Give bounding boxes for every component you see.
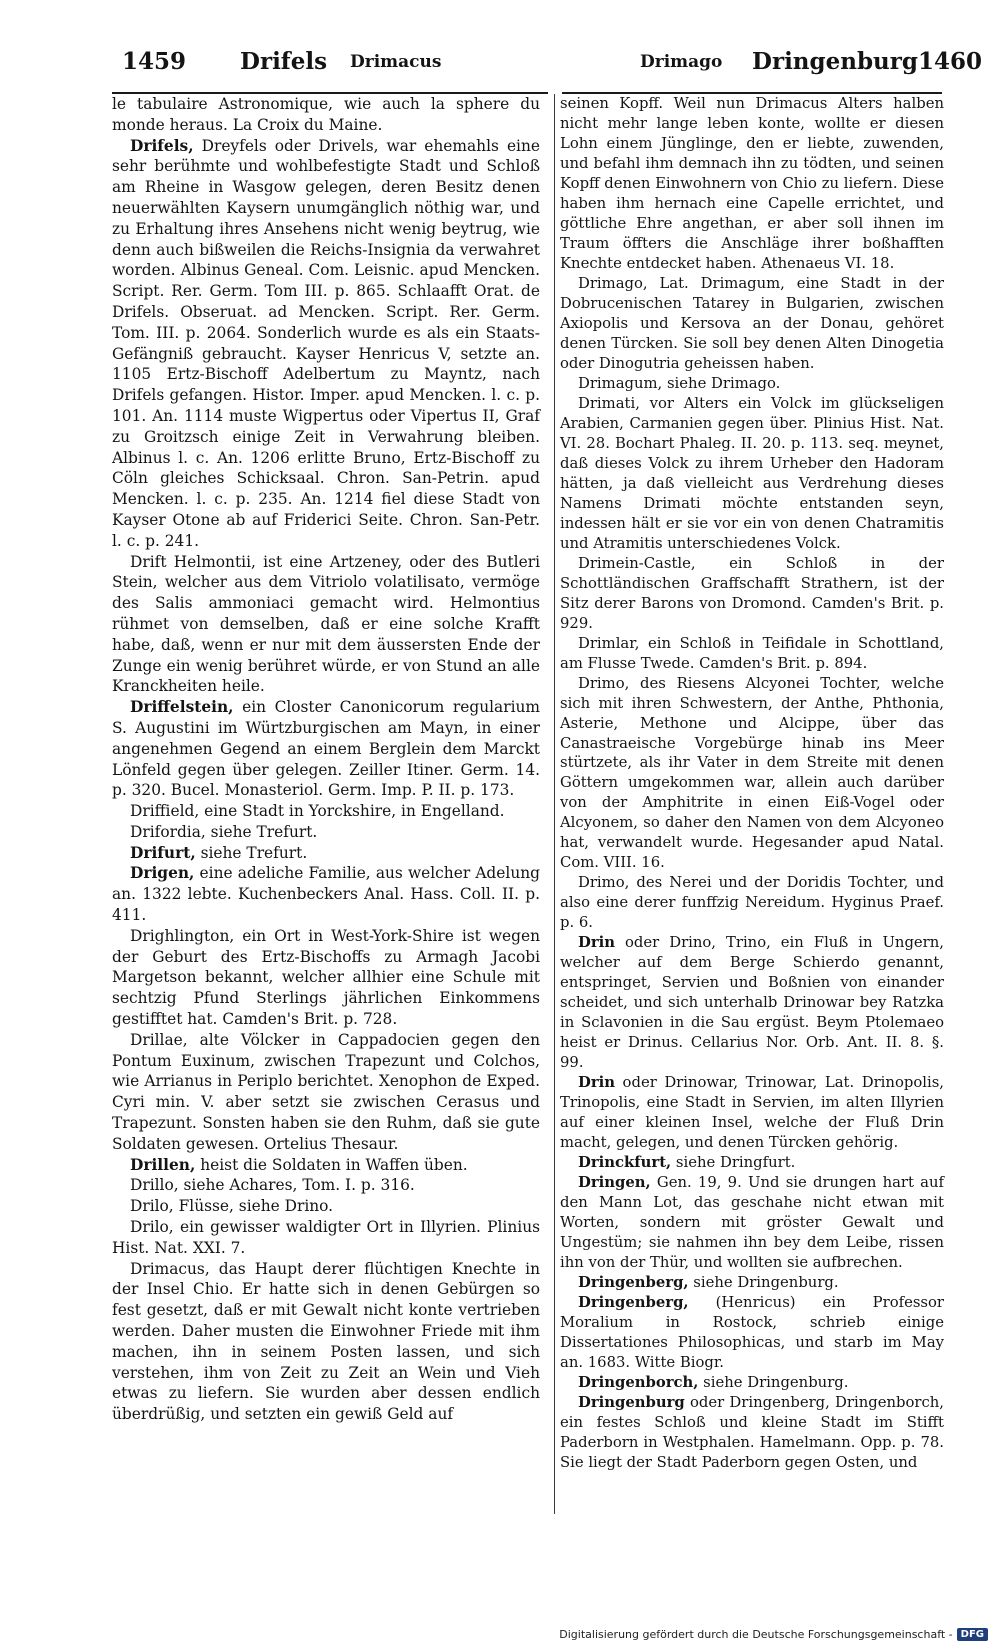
right-column bbox=[560, 94, 944, 1473]
entry-headword: Driffelstein, bbox=[130, 698, 234, 717]
dictionary-entry bbox=[560, 933, 944, 1073]
entry-headword: Dringen, bbox=[578, 1174, 651, 1192]
entry-headword: Drin bbox=[578, 934, 616, 952]
dictionary-entry bbox=[112, 1217, 540, 1259]
entry-text: Drimati, vor Alters ein Volck im glückseligen Arabien, Carmanien gegen über. Plinius Hist. Nat. VI. 28. Bochart Phaleg. II. 20. p. 113. seq. meynet, daß dieses Volck zu ihrem Urheber den Hadoram hätten, ja daß vielleicht aus Verdrehung dieses Namens Drimati möchte entstanden seyn, indessen hält er sie vor ein von denen Chatramitis und Atramitis unterschiedenes Volck. bbox=[560, 394, 944, 552]
entry-text: Drimagum, siehe Drimago. bbox=[578, 374, 781, 392]
dictionary-entry bbox=[112, 822, 540, 843]
dictionary-entry bbox=[560, 94, 944, 274]
footer-note: Digitalisierung gefördert durch die Deutsche Forschungsgemeinschaft - bbox=[559, 1628, 953, 1641]
entry-headword: Drinckfurt, bbox=[578, 1154, 672, 1172]
dictionary-entry bbox=[560, 873, 944, 933]
entry-text: seinen Kopff. Weil nun Drimacus Alters halben nicht mehr lange leben konte, wollte er diesen Lohn einem Jünglinge, den er liebte, zuwenden, und befahl ihm demnach ihn zu tödten, und seinen Kopff denen Einwohnern von Chio zu liefern. Diese haben ihm hernach eine Capelle errichtet, und göttliche Ehre angethan, er aber soll ihnen im Traum öffters die Anschläge ihrer boßhafften Knechte entdecket haben. Athenaeus VI. 18. bbox=[560, 95, 944, 272]
entry-text: Drilo, ein gewisser waldigter Ort in Illyrien. Plinius Hist. Nat. XXI. 7. bbox=[112, 1218, 540, 1257]
dictionary-entry bbox=[560, 1273, 944, 1293]
entry-text: Drifordia, siehe Trefurt. bbox=[130, 822, 318, 841]
dictionary-entry bbox=[112, 926, 540, 1030]
entry-text: Drift Helmontii, ist eine Artzeney, oder des Butleri Stein, welcher aus dem Vitriolo volatilisato, vermöge des Salis ammoniaci gemacht wird. Helmontius rühmet von demselben, daß er eine solche Krafft habe, daß, wenn er nur mit dem äussersten Ende der Zunge ein wenig berühret würde, er von Stund an alle Kranckheiten heile. bbox=[112, 552, 540, 696]
entry-headword: Drillen, bbox=[130, 1155, 196, 1174]
dictionary-entry bbox=[112, 1196, 540, 1217]
dictionary-entry bbox=[112, 1175, 540, 1196]
entry-text: Drillae, alte Völcker in Cappadocien gegen den Pontum Euxinum, zwischen Trapezunt und Colchos, wie Arrianus in Periplo berichtet. Xenophon de Exped. Cyri min. V. aber setzt sie zwischen Cerasus und Trapezunt. Sonsten haben sie den Ruhm, daß sie gute Soldaten gewesen. Ortelius Thesaur. bbox=[112, 1030, 540, 1153]
entry-text: siehe Dringfurt. bbox=[671, 1154, 796, 1172]
entry-headword: Drigen, bbox=[130, 864, 195, 883]
dictionary-entry bbox=[560, 1073, 944, 1153]
catchword-left-2: Drimacus bbox=[350, 52, 442, 72]
dictionary-entry bbox=[112, 94, 540, 136]
entry-text: Dreyfels oder Drivels, war ehemahls eine sehr berühmte und wohlbefestigte Stadt und Schloß am Rheine in Wasgow gelegen, deren Besitz denen neuerwählten Kaysern unumgänglich nöthig war, und zu Erhaltung ihres Ansehens nicht wenig beytrug, wie denn auch bißweilen die Reichs-Insignia da verwahret worden. Albinus Geneal. Com. Leisnic. apud Mencken. Script. Rer. Germ. Tom III. p. 865. Schlaafft Orat. de Drifels. Obseruat. ad Mencken. Script. Rer. Germ. Tom. III. p. 2064. Sonderlich wurde es als ein Staats-Gefängniß gebraucht. Kayser Henricus V, setzte an. 1105 Ertz-Bischoff Adelbertum zu Mayntz, nach Drifels gefangen. Histor. Imper. apud Mencken. l. c. p. 101. An. 1114 muste Wigpertus oder Vipertus II, Graf zu Groitzsch einige Zeit in Verwahrung bleiben. Albinus l. c. An. 1206 erlitte Bruno, Ertz-Bischoff zu Cöln gleiches Schicksaal. Chron. San-Petrin. apud Mencken. l. c. p. 235. An. 1214 fiel diese Stadt von Kayser Otone ab auf Friderici Seite. Chron. San-Petr. l. c. p. 241. bbox=[112, 136, 540, 550]
dictionary-entry bbox=[112, 1155, 540, 1176]
dictionary-entry bbox=[112, 1259, 540, 1425]
entry-text: Gen. 19, 9. Und sie drungen hart auf den Mann Lot, das geschahe nicht etwan mit Worten, sondern mit gröster Gewalt und Ungestüm; sie nahmen ihn bey dem Leibe, rissen ihn von der Thür, und wollten sie aufbrechen. bbox=[560, 1174, 944, 1272]
dictionary-entry bbox=[560, 1393, 944, 1473]
dictionary-entry bbox=[112, 843, 540, 864]
dictionary-entry bbox=[560, 274, 944, 374]
entry-headword: Dringenburg bbox=[578, 1393, 685, 1411]
entry-text: ein Closter Canonicorum regularium S. Augustini im Würtzburgischen am Mayn, in einer angenehmen Gegend an einem Berglein dem Marckt Lönfeld gegen über gelegen. Zeiller Itiner. Germ. 14. p. 320. Bucel. Monasteriol. Germ. Imp. P. II. p. 173. bbox=[112, 698, 540, 800]
dictionary-entry bbox=[112, 552, 540, 698]
entry-text: Driffield, eine Stadt in Yorckshire, in Engelland. bbox=[130, 802, 505, 821]
entry-text: Drilo, Flüsse, siehe Drino. bbox=[130, 1197, 334, 1216]
page-number-right: 1460 bbox=[918, 48, 983, 75]
dictionary-entry bbox=[112, 863, 540, 925]
dictionary-entry bbox=[112, 136, 540, 552]
page-header bbox=[0, 48, 1000, 88]
left-column bbox=[112, 94, 540, 1425]
entry-headword: Drifels, bbox=[130, 136, 194, 155]
catchword-right-1: Drimago bbox=[640, 52, 723, 72]
entry-headword: Dringenberg, bbox=[578, 1294, 689, 1312]
digitization-footer bbox=[559, 1628, 988, 1641]
entry-text: heist die Soldaten in Waffen üben. bbox=[195, 1155, 468, 1174]
dictionary-entry bbox=[560, 374, 944, 394]
entry-text: oder Drinowar, Trinowar, Lat. Drinopolis, Trinopolis, eine Stadt in Servien, im alten Illyrien auf einer kleinen Insel, welche der Fluß Drin macht, gelegen, und denen Türcken gehörig. bbox=[560, 1074, 944, 1152]
entry-text: oder Drino, Trino, ein Fluß in Ungern, welcher auf dem Berge Schierdo genannt, entspringet, Servien und Boßnien von einander scheidet, und sich unterhalb Drinowar bey Ratzka in Sclavonien in die Sau ergüst. Beym Ptolemaeo heist er Drinus. Cellarius Nor. Orb. Ant. II. 8. §. 99. bbox=[560, 934, 944, 1072]
entry-text: eine adeliche Familie, aus welcher Adelung an. 1322 lebte. Kuchenbeckers Anal. Hass. Coll. II. p. 411. bbox=[112, 864, 540, 925]
entry-text: siehe Dringenburg. bbox=[698, 1374, 849, 1391]
entry-headword: Drin bbox=[578, 1074, 616, 1092]
dictionary-entry bbox=[560, 1373, 944, 1393]
entry-headword: Dringenberg, bbox=[578, 1274, 689, 1292]
dictionary-entry bbox=[112, 1030, 540, 1155]
entry-text: Drighlington, ein Ort in West-York-Shire ist wegen der Geburt des Ertz-Bischoffs zu Armagh Jacobi Margetson bekannt, welcher allhier eine Schule mit sechtzig Pfund Sterlings jährlichen Einkommens gestifftet hat. Camden's Brit. p. 728. bbox=[112, 926, 540, 1029]
dictionary-entry bbox=[560, 554, 944, 634]
entry-headword: Drifurt, bbox=[130, 843, 196, 862]
column-divider bbox=[554, 94, 555, 1514]
entry-text: siehe Trefurt. bbox=[195, 843, 308, 862]
entry-text: Drimein-Castle, ein Schloß in der Schottländischen Graffschafft Strathern, ist der Sitz derer Barons von Dromond. Camden's Brit. p. 929. bbox=[560, 554, 944, 632]
dictionary-entry bbox=[112, 697, 540, 801]
entry-text: Drimo, des Riesens Alcyonei Tochter, welche sich mit ihren Schwestern, der Anthe, Phthonia, Asterie, Methone und Alcippe, über das Canastraeische Vorgebürge hinab ins Meer stürtzete, als ihr Vater in dem Streite mit denen Göttern umgekommen war, allein auch darüber von der Amphitrite in einen Eiß-Vogel oder Alcyonem, so daher den Namen von dem Alcyoneo hat, verwandelt wurde. Hegesander apud Natal. Com. VIII. 16. bbox=[560, 674, 944, 872]
page-number-left: 1459 bbox=[122, 48, 187, 75]
dictionary-entry bbox=[560, 674, 944, 874]
dictionary-entry bbox=[112, 801, 540, 822]
entry-text: (Henricus) ein Professor Moralium in Rostock, schrieb einige Dissertationes Philosophicas, und starb im May an. 1683. Witte Biogr. bbox=[560, 1294, 944, 1372]
catchword-left-1: Drifels bbox=[240, 48, 328, 75]
entry-text: oder Dringenberg, Dringenborch, ein festes Schloß und kleine Stadt im Stifft Paderborn in Westphalen. Hamelmann. Opp. p. 78. Sie liegt der Stadt Paderborn gegen Osten, und bbox=[560, 1393, 944, 1471]
entry-text: le tabulaire Astronomique, wie auch la sphere du monde heraus. La Croix du Maine. bbox=[112, 95, 540, 134]
entry-text: siehe Dringenburg. bbox=[688, 1274, 839, 1292]
entry-text: Drimago, Lat. Drimagum, eine Stadt in der Dobrucenischen Tatarey in Bulgarien, zwischen Axiopolis und Kersova an der Donau, gehöret denen Türcken. Sie soll bey denen Alten Dinogetia oder Dinogutria geheissen haben. bbox=[560, 274, 944, 372]
catchword-right-2: Dringenburg bbox=[752, 48, 918, 75]
entry-text: Drimlar, ein Schloß in Teifidale in Schottland, am Flusse Twede. Camden's Brit. p. 894. bbox=[560, 634, 944, 672]
dfg-logo: DFG bbox=[957, 1628, 988, 1641]
entry-text: Drimacus, das Haupt derer flüchtigen Knechte in der Insel Chio. Er hatte sich in denen Gebürgen so fest gesetzt, daß er mit Gewalt nicht konte vertrieben werden. Daher musten die Einwohner Friede mit ihm machen, ihn in seinem Posten lassen, und sich verstehen, ihm von Zeit zu Zeit an Wein und Vieh etwas zu liefern. Sie wurden aber dessen endlich überdrüßig, und setzten ein gewiß Geld auf bbox=[112, 1259, 540, 1424]
dictionary-entry bbox=[560, 394, 944, 554]
entry-headword: Dringenborch, bbox=[578, 1374, 699, 1391]
dictionary-entry bbox=[560, 1293, 944, 1373]
entry-text: Drimo, des Nerei und der Doridis Tochter, und also eine derer funffzig Nereidum. Hyginus Praef. p. 6. bbox=[560, 874, 944, 932]
dictionary-entry bbox=[560, 634, 944, 674]
dictionary-entry bbox=[560, 1153, 944, 1173]
entry-text: Drillo, siehe Achares, Tom. I. p. 316. bbox=[130, 1176, 415, 1195]
dictionary-entry bbox=[560, 1173, 944, 1273]
